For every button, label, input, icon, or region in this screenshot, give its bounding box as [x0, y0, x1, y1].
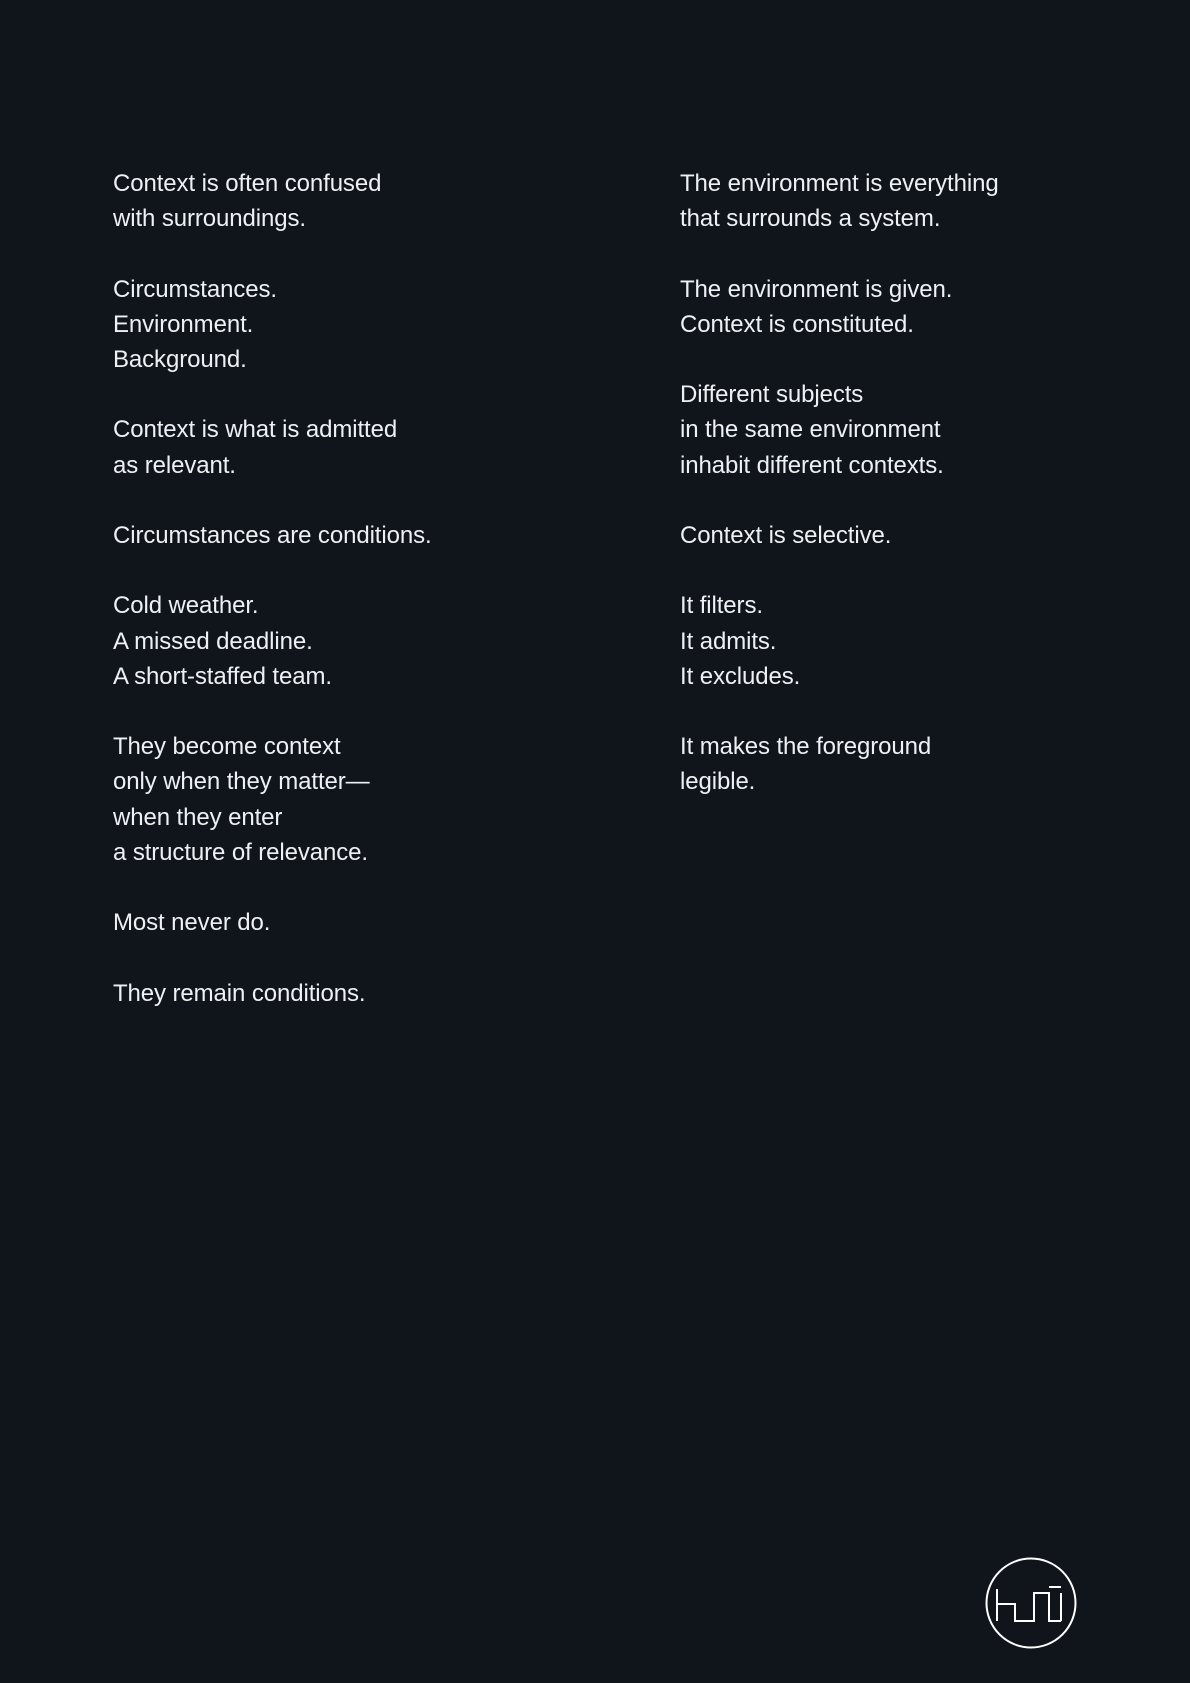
text-line: A missed deadline.: [113, 627, 313, 655]
text-line: Circumstances.: [113, 275, 277, 303]
text-line: with surroundings.: [113, 205, 306, 233]
right-column: [680, 166, 1120, 800]
text-line: Circumstances are conditions.: [113, 521, 432, 549]
stanza: [113, 905, 633, 940]
text-line: as relevant.: [113, 451, 236, 479]
stanza: [680, 272, 1120, 342]
left-column: [113, 166, 633, 1011]
stanza: [113, 518, 633, 553]
stanza: [113, 729, 633, 870]
text-line: that surrounds a system.: [680, 205, 941, 233]
text-line: They become context: [113, 733, 341, 761]
stanza: [113, 272, 633, 378]
text-line: when they enter: [113, 803, 283, 831]
stanza: [680, 588, 1120, 694]
text-line: It filters.: [680, 592, 763, 620]
text-line: Different subjects: [680, 381, 864, 409]
text-line: Cold weather.: [113, 592, 259, 620]
text-line: inhabit different contexts.: [680, 451, 944, 479]
text-line: A short-staffed team.: [113, 662, 332, 690]
text-line: legible.: [680, 768, 756, 796]
stanza: [113, 412, 633, 482]
stanza: [113, 166, 633, 236]
text-line: It excludes.: [680, 662, 801, 690]
text-line: It makes the foreground: [680, 733, 932, 761]
stanza: [680, 377, 1120, 483]
stanza: [680, 166, 1120, 236]
text-line: They remain conditions.: [113, 979, 366, 1007]
stanza: [680, 729, 1120, 799]
text-line: Environment.: [113, 310, 254, 338]
text-line: Context is constituted.: [680, 310, 914, 338]
text-line: Background.: [113, 346, 247, 373]
stanza: [113, 976, 633, 1011]
text-line: It admits.: [680, 627, 777, 655]
text-line: The environment is given.: [680, 275, 953, 303]
text-line: Most never do.: [113, 909, 271, 937]
text-line: a structure of relevance.: [113, 838, 368, 866]
stanza: [680, 518, 1120, 553]
circle-monogram-logo-icon: [985, 1557, 1077, 1649]
stanza: [113, 588, 633, 694]
text-line: Context is what is admitted: [113, 416, 398, 444]
text-line: only when they matter—: [113, 768, 370, 796]
text-line: Context is often confused: [113, 170, 382, 197]
text-line: in the same environment: [680, 416, 941, 444]
text-line: Context is selective.: [680, 521, 892, 549]
text-line: The environment is everything: [680, 170, 999, 197]
